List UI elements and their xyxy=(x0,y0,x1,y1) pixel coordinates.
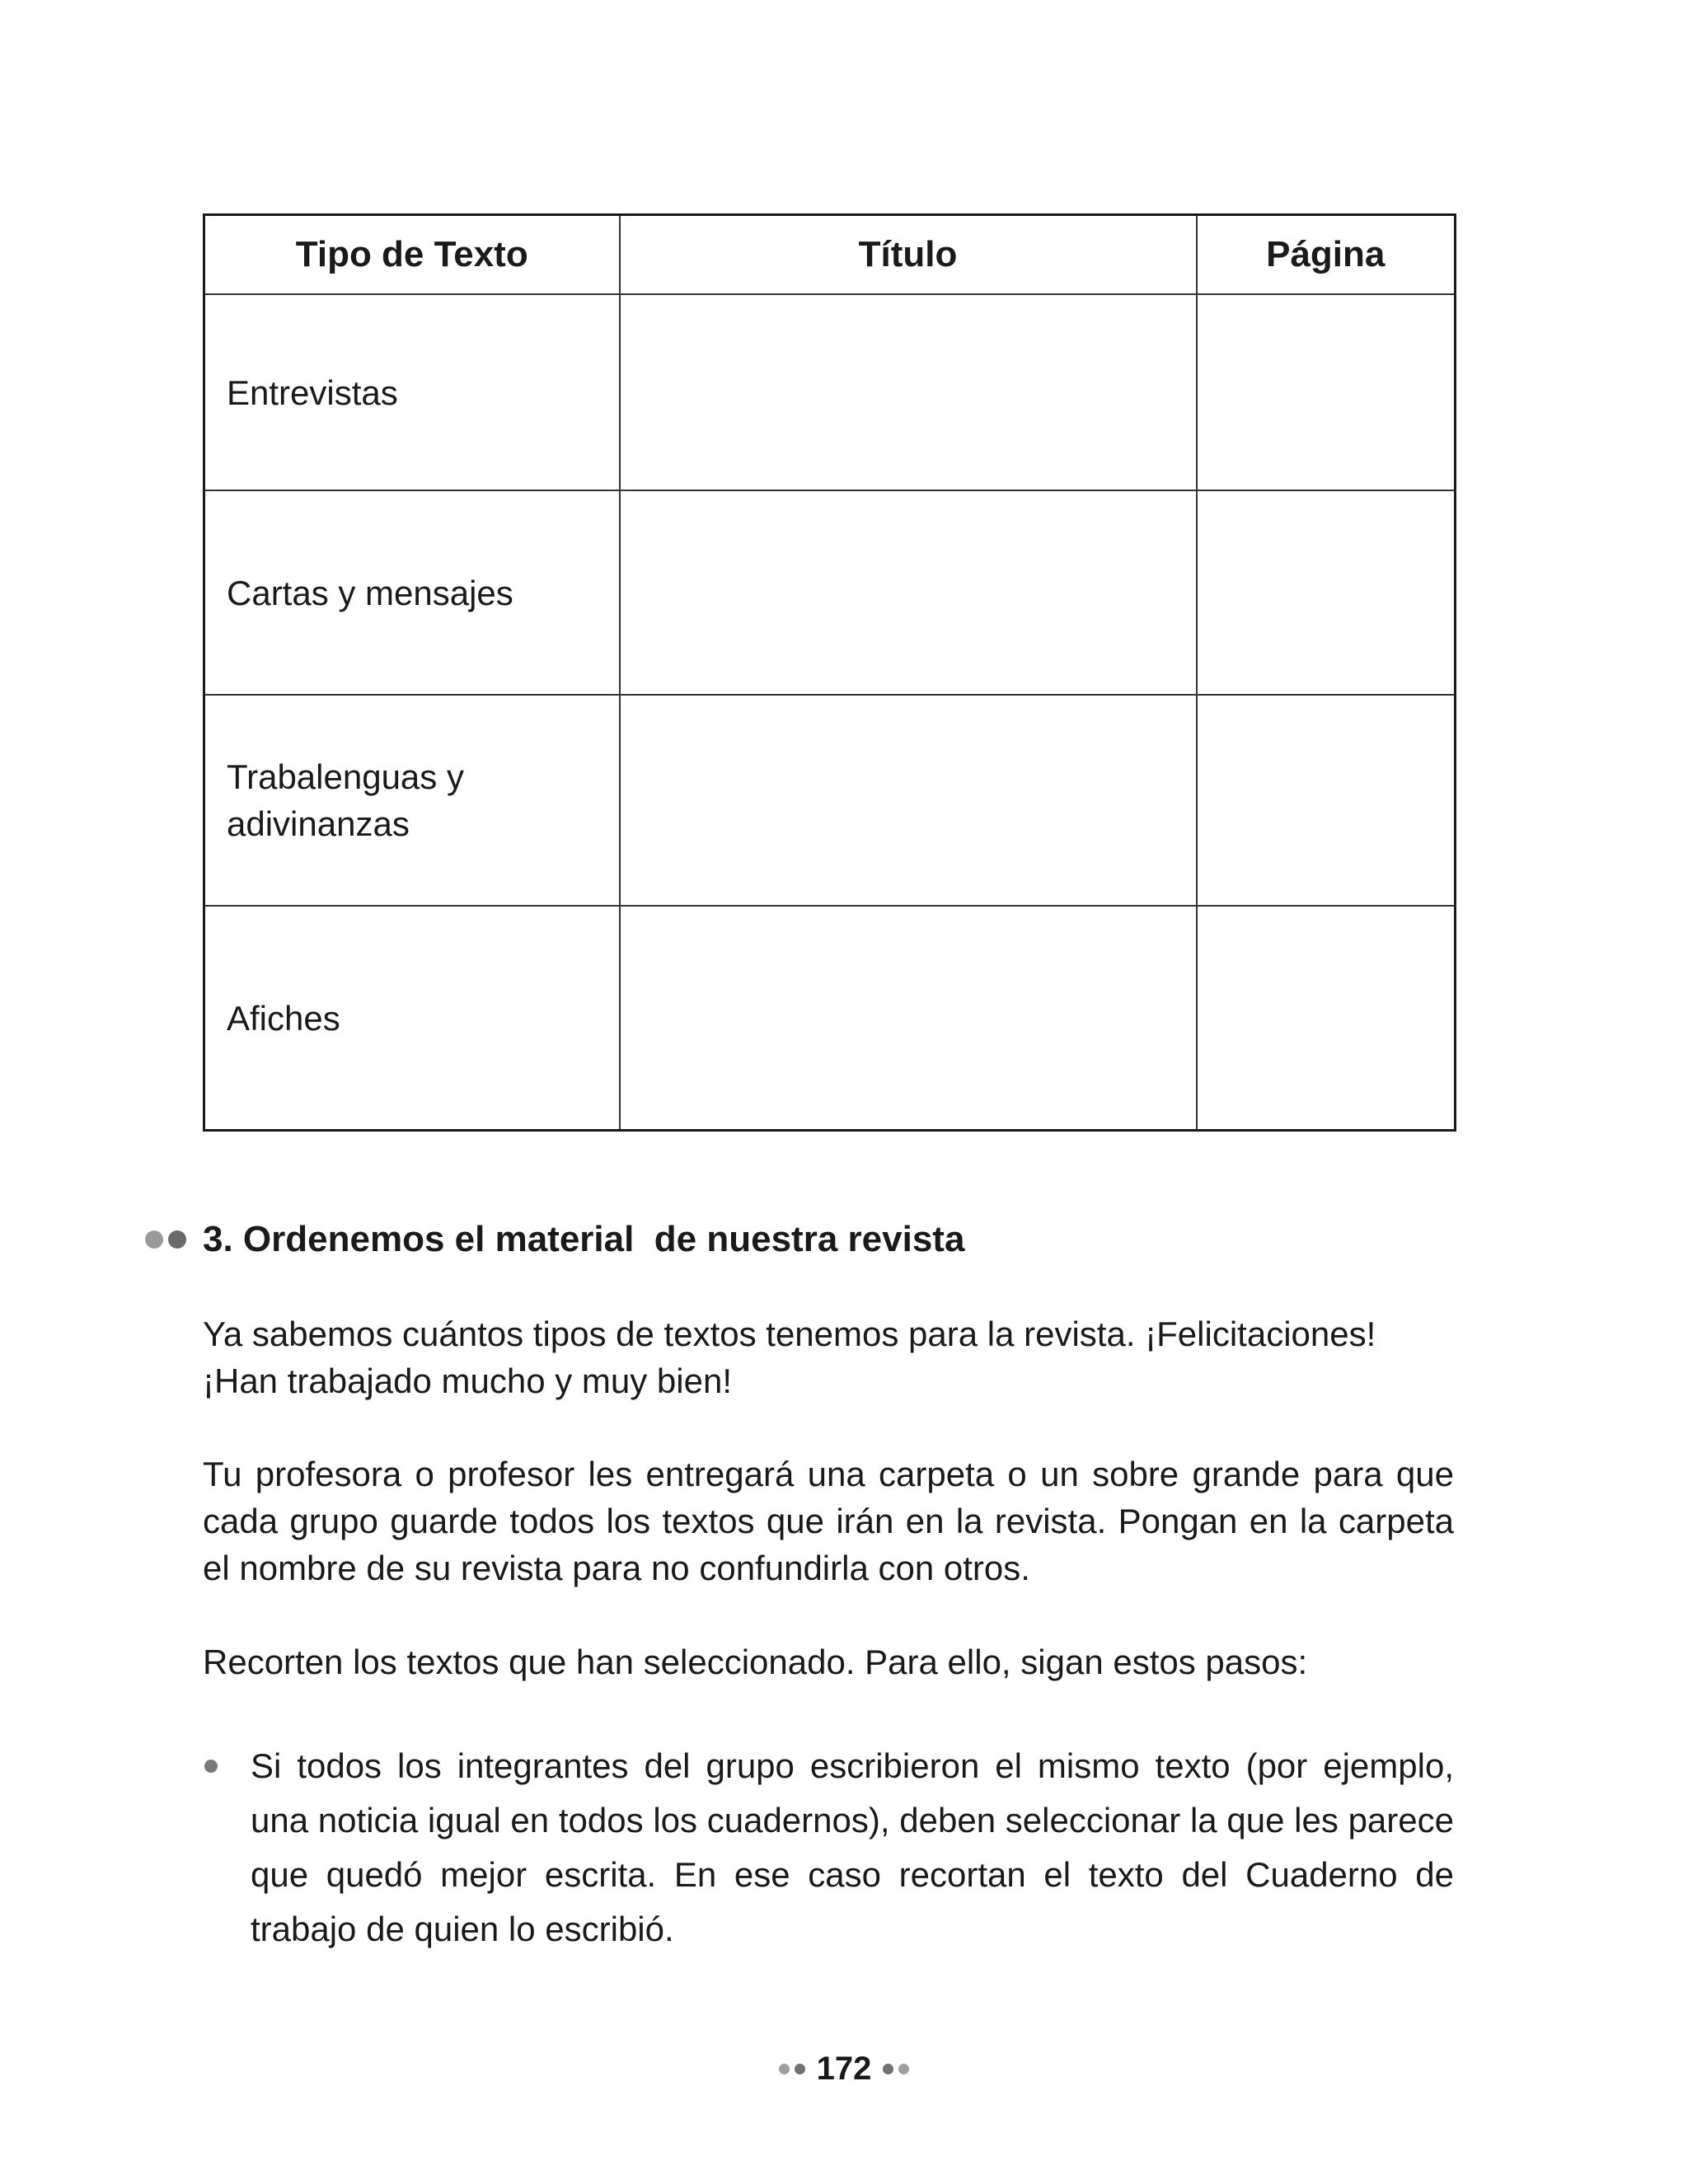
page-dot-icon xyxy=(779,2064,790,2074)
cell-tipo-text: Cartas y mensajes xyxy=(227,573,513,612)
paragraph-intro-line2: ¡Han trabajado mucho y muy bien! xyxy=(203,1361,732,1400)
cell-tipo xyxy=(204,490,620,695)
table-row xyxy=(204,695,1456,906)
section-bullet-icon xyxy=(145,1230,186,1249)
cell-pagina-blank[interactable] xyxy=(1197,906,1456,1131)
cell-tipo-text-line2: adivinanzas xyxy=(227,804,410,843)
cell-tipo-text-line1: Trabalenguas y xyxy=(227,757,464,796)
page-number xyxy=(0,2048,1688,2089)
header-pagina: Página xyxy=(1197,215,1456,295)
bullet-dot-light-icon xyxy=(145,1230,163,1249)
bullet-dot-dark-icon xyxy=(168,1230,186,1249)
cell-tipo-text: Afiches xyxy=(227,998,340,1038)
cell-titulo-blank[interactable] xyxy=(620,294,1197,490)
text-type-table xyxy=(203,213,1456,1132)
table-header-row xyxy=(204,215,1456,295)
cell-tipo xyxy=(204,695,620,906)
table-row xyxy=(204,906,1456,1131)
table-row xyxy=(204,490,1456,695)
text-type-table-container xyxy=(203,213,1454,1132)
cell-pagina-blank[interactable] xyxy=(1197,294,1456,490)
cell-pagina-blank[interactable] xyxy=(1197,695,1456,906)
table-row xyxy=(204,294,1456,490)
list-item-text: Si todos los integrantes del grupo escribieron el mismo texto (por ejemplo, una noticia igual en todos los cuadernos), deben seleccionar la que les parece que quedó mejor escrita. En ese caso recortan el texto del Cuaderno de trabajo de quien lo escribió. xyxy=(251,1746,1454,1948)
page-dot-icon xyxy=(795,2064,805,2074)
section-title: 3. Ordenemos el material de nuestra revista xyxy=(203,1219,965,1259)
cell-titulo-blank[interactable] xyxy=(620,490,1197,695)
cell-tipo-text: Entrevistas xyxy=(227,373,398,412)
cell-pagina-blank[interactable] xyxy=(1197,490,1456,695)
header-tipo-de-texto: Tipo de Texto xyxy=(204,215,620,295)
page-dot-icon xyxy=(898,2064,909,2074)
paragraph-folder: Tu profesora o profesor les entregará una carpeta o un sobre grande para que cada grupo guarde todos los textos que irán en la revista. Pongan en la carpeta el nombre de su revista para no confundirla con otros. xyxy=(203,1455,1454,1587)
cell-tipo xyxy=(204,294,620,490)
paragraph-intro xyxy=(203,1310,1454,1404)
cell-titulo-blank[interactable] xyxy=(620,906,1197,1131)
paragraph-steps-intro: Recorten los textos que han seleccionado. Para ello, sigan estos pasos: xyxy=(203,1643,1308,1681)
page-dot-icon xyxy=(883,2064,893,2074)
list-item xyxy=(203,1739,1454,1957)
page-number-text: 172 xyxy=(816,2050,872,2087)
cell-tipo xyxy=(204,906,620,1131)
list-bullet-icon xyxy=(204,1760,218,1773)
cell-titulo-blank[interactable] xyxy=(620,695,1197,906)
header-titulo: Título xyxy=(620,215,1197,295)
paragraph-intro-line1: Ya sabemos cuántos tipos de textos tenemos para la revista. ¡Felicitaciones! xyxy=(203,1315,1376,1353)
